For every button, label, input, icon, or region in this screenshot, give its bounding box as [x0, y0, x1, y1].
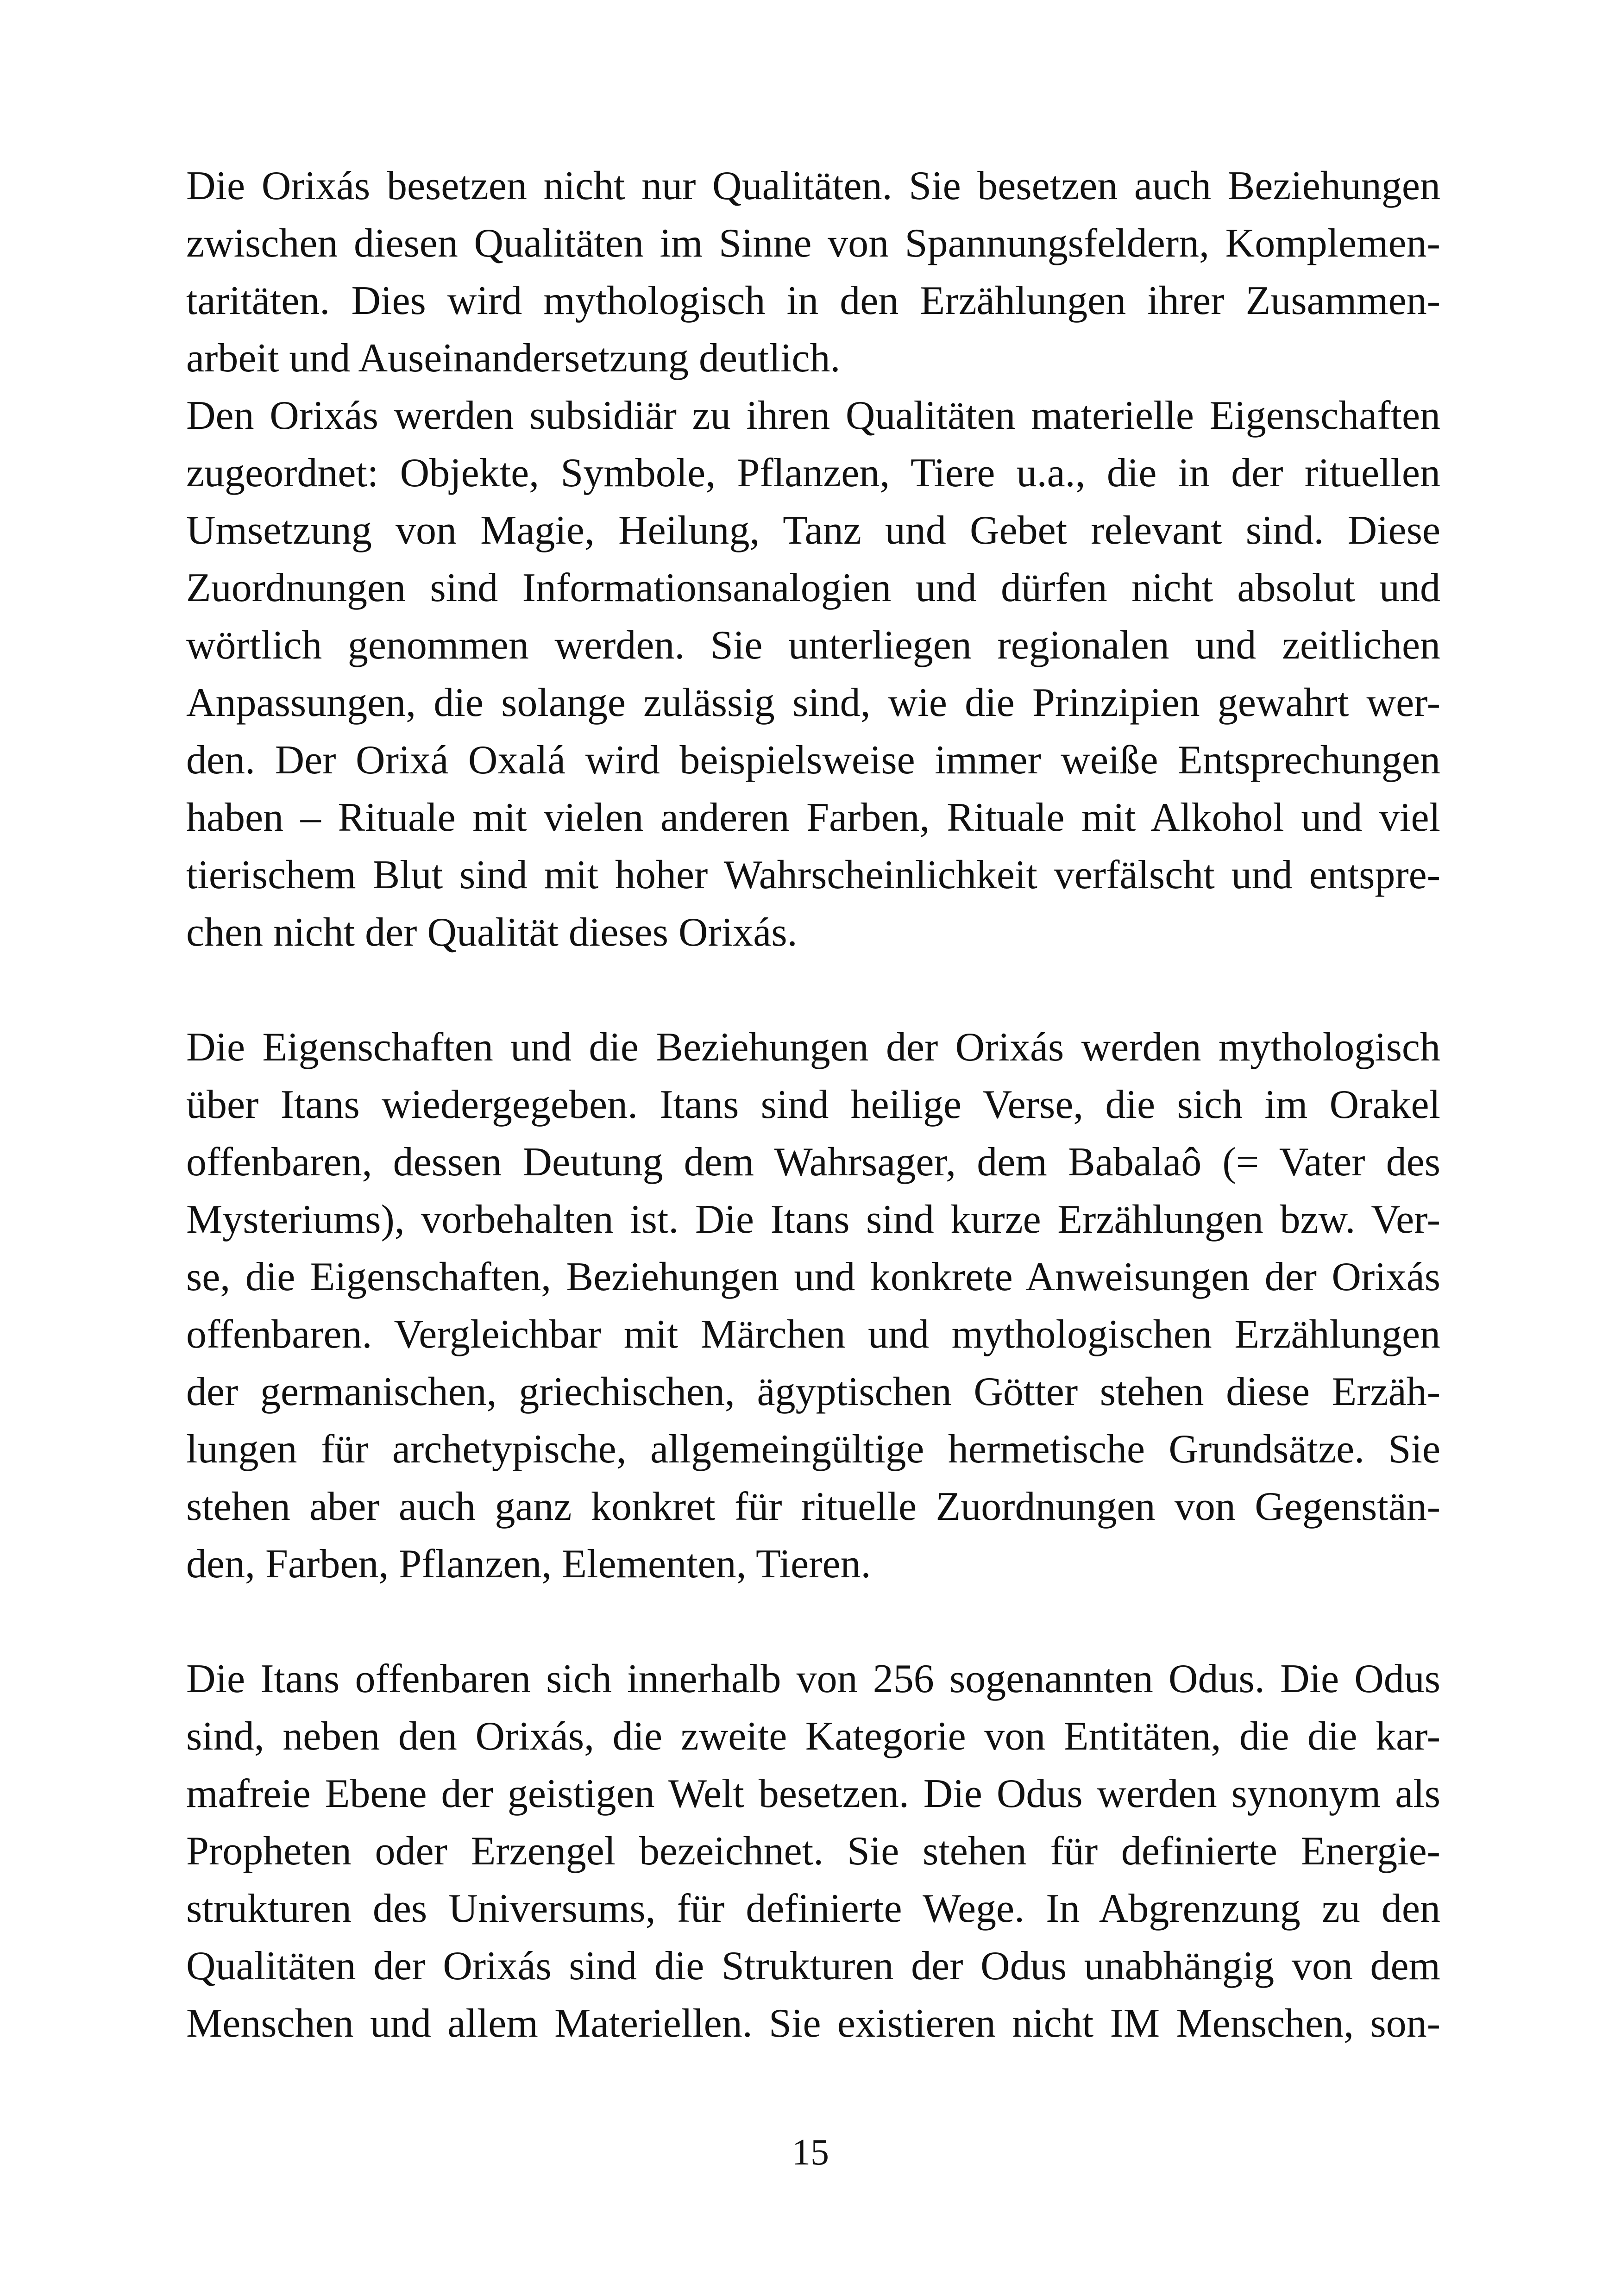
- text-line: Qualitäten der Orixás sind die Strukturen der Odus unabhängig von dem: [186, 1944, 1440, 1989]
- text-line: Anpassungen, die solange zulässig sind, wie die Prinzipien gewahrt wer-: [186, 680, 1440, 725]
- text-line: stehen aber auch ganz konkret für rituelle Zuordnungen von Gegenstän-: [186, 1484, 1440, 1529]
- text-line: den. Der Orixá Oxalá wird beispielsweise immer weiße Entsprechungen: [186, 738, 1440, 783]
- text-line: Mysteriums), vorbehalten ist. Die Itans sind kurze Erzählungen bzw. Ver-: [186, 1197, 1440, 1242]
- text-line: taritäten. Dies wird mythologisch in den Erzählungen ihrer Zusammen-: [186, 278, 1440, 323]
- text-line: mafreie Ebene der geistigen Welt besetzen. Die Odus werden synonym als: [186, 1771, 1440, 1816]
- text-line: Menschen und allem Materiellen. Sie existieren nicht IM Menschen, son-: [186, 2001, 1440, 2046]
- text-line: lungen für archetypische, allgemeingültige hermetische Grundsätze. Sie: [186, 1427, 1440, 1472]
- text-line: arbeit und Auseinandersetzung deutlich.: [186, 336, 841, 381]
- text-line: Zuordnungen sind Informationsanalogien und dürfen nicht absolut und: [186, 565, 1440, 610]
- text-line: sind, neben den Orixás, die zweite Kategorie von Entitäten, die die kar-: [186, 1714, 1440, 1759]
- text-line: Den Orixás werden subsidiär zu ihren Qualitäten materielle Eigenschaften: [186, 393, 1440, 438]
- paragraph-gap: [186, 961, 1440, 1019]
- text-line: Propheten oder Erzengel bezeichnet. Sie stehen für definierte Energie-: [186, 1829, 1440, 1874]
- paragraph-gap: [186, 1593, 1440, 1650]
- text-line: se, die Eigenschaften, Beziehungen und konkrete Anweisungen der Orixás: [186, 1255, 1440, 1299]
- text-line: chen nicht der Qualität dieses Orixás.: [186, 910, 798, 955]
- text-line: wörtlich genommen werden. Sie unterliegen regionalen und zeitlichen: [186, 623, 1440, 668]
- text-line: zwischen diesen Qualitäten im Sinne von Spannungsfeldern, Komplemen-: [186, 221, 1440, 266]
- text-line: zugeordnet: Objekte, Symbole, Pflanzen, Tiere u.a., die in der rituellen: [186, 451, 1440, 496]
- text-line: der germanischen, griechischen, ägyptischen Götter stehen diese Erzäh-: [186, 1369, 1440, 1414]
- text-line: offenbaren. Vergleichbar mit Märchen und mythologischen Erzählungen: [186, 1312, 1440, 1357]
- text-line: offenbaren, dessen Deutung dem Wahrsager, dem Babalaô (= Vater des: [186, 1140, 1440, 1185]
- text-line: Umsetzung von Magie, Heilung, Tanz und Gebet relevant sind. Diese: [186, 508, 1440, 553]
- text-line: Die Eigenschaften und die Beziehungen der Orixás werden mythologisch: [186, 1025, 1440, 1070]
- text-line: Die Orixás besetzen nicht nur Qualitäten. Sie besetzen auch Beziehungen: [186, 163, 1440, 208]
- text-line: tierischem Blut sind mit hoher Wahrscheinlichkeit verfälscht und entspre-: [186, 853, 1440, 897]
- text-line: Die Itans offenbaren sich innerhalb von 256 sogenannten Odus. Die Odus: [186, 1656, 1440, 1701]
- page-number: 15: [792, 2132, 829, 2173]
- body-text: [186, 157, 1440, 2052]
- text-line: den, Farben, Pflanzen, Elementen, Tieren.: [186, 1542, 871, 1587]
- text-line: über Itans wiedergegeben. Itans sind heilige Verse, die sich im Orakel: [186, 1082, 1440, 1127]
- text-line: strukturen des Universums, für definierte Wege. In Abgrenzung zu den: [186, 1886, 1440, 1931]
- text-line: haben – Rituale mit vielen anderen Farben, Rituale mit Alkohol und viel: [186, 795, 1440, 840]
